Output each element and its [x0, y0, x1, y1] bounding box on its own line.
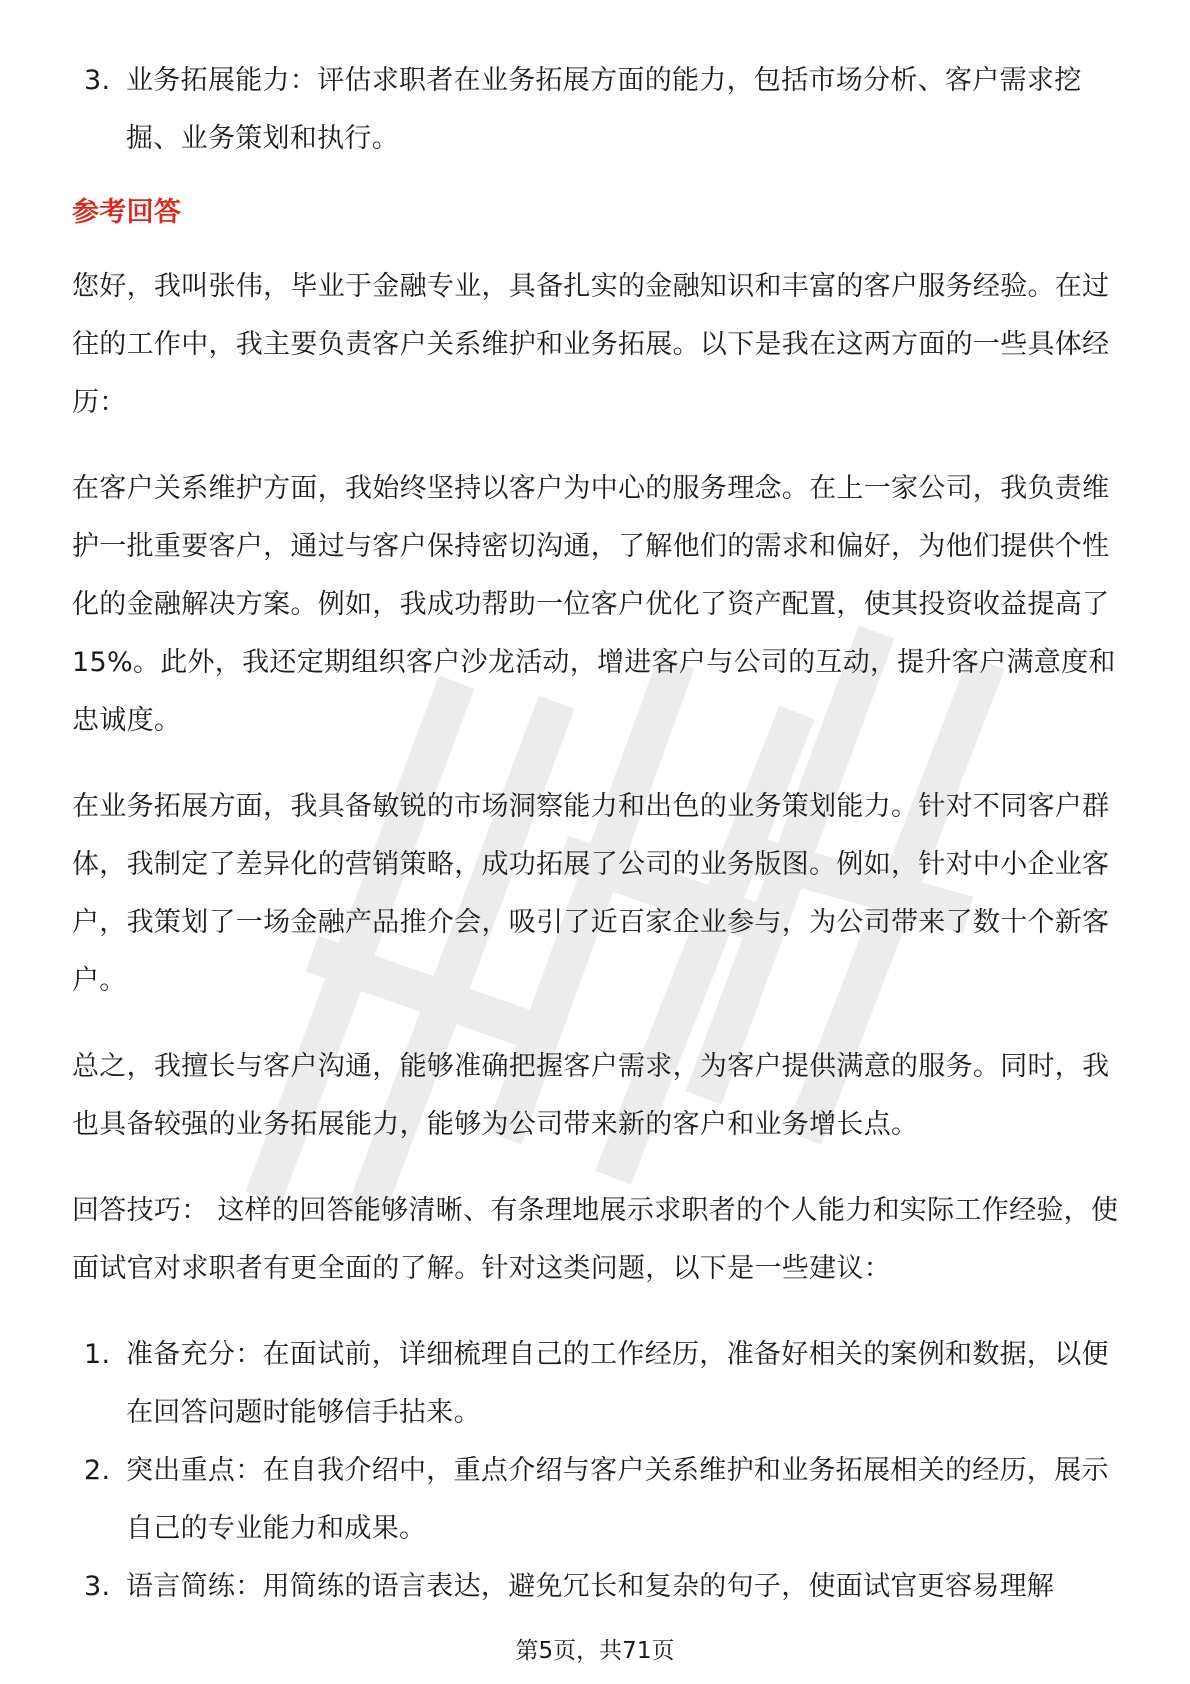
section-heading: 参考回答 — [72, 197, 182, 228]
answer-paragraph: 在业务拓展方面，我具备敏锐的市场洞察能力和出色的业务策划能力。针对不同客户群体，我制定了差异化的营销策略，成功拓展了公司的业务版图。例如，针对中小企业客户，我策划了一场金融产品推介会，吸引了近百家企业参与，为公司带来了数十个新客户。 — [72, 791, 1110, 996]
page-footer: 第5页，共71页 — [515, 1638, 675, 1664]
list-number: 2. — [84, 1455, 111, 1486]
answer-paragraph: 总之，我擅长与客户沟通，能够准确把握客户需求，为客户提供满意的服务。同时，我也具备较强的业务拓展能力，能够为公司带来新的客户和业务增长点。 — [72, 1051, 1110, 1140]
list-item-text: 突出重点：在自我介绍中，重点介绍与客户关系维护和业务拓展相关的经历，展示自己的专业能力和成果。 — [126, 1455, 1109, 1544]
list-number: 1. — [84, 1339, 111, 1370]
tips-intro-paragraph: 回答技巧： 这样的回答能够清晰、有条理地展示求职者的个人能力和实际工作经验，使面试官对求职者有更全面的了解。针对这类问题，以下是一些建议： — [72, 1195, 1119, 1284]
tip-list-item — [72, 1442, 1122, 1558]
answer-paragraph: 在客户关系维护方面，我始终坚持以客户为中心的服务理念。在上一家公司，我负责维护一批重要客户，通过与客户保持密切沟通，了解他们的需求和偏好，为他们提供个性化的金融解决方案。例如，我成功帮助一位客户优化了资产配置，使其投资收益提高了15%。此外，我还定期组织客户沙龙活动，增进客户与公司的互动，提升客户满意度和忠诚度。 — [72, 473, 1116, 736]
list-number: 3. — [84, 65, 111, 96]
document-content — [72, 52, 1122, 1616]
criteria-list-item — [72, 52, 1122, 168]
tips-list — [72, 1326, 1122, 1616]
list-number: 3. — [84, 1571, 111, 1602]
list-item-text: 准备充分：在面试前，详细梳理自己的工作经历，准备好相关的案例和数据，以便在回答问题时能够信手拈来。 — [126, 1339, 1109, 1428]
list-item-text: 语言简练：用简练的语言表达，避免冗长和复杂的句子，使面试官更容易理解 — [126, 1571, 1055, 1602]
tip-list-item — [72, 1558, 1122, 1616]
list-item-text: 业务拓展能力：评估求职者在业务拓展方面的能力，包括市场分析、客户需求挖掘、业务策划和执行。 — [126, 65, 1082, 154]
tip-list-item — [72, 1326, 1122, 1442]
answer-paragraph: 您好，我叫张伟，毕业于金融专业，具备扎实的金融知识和丰富的客户服务经验。在过往的工作中，我主要负责客户关系维护和业务拓展。以下是我在这两方面的一些具体经历： — [72, 271, 1110, 418]
